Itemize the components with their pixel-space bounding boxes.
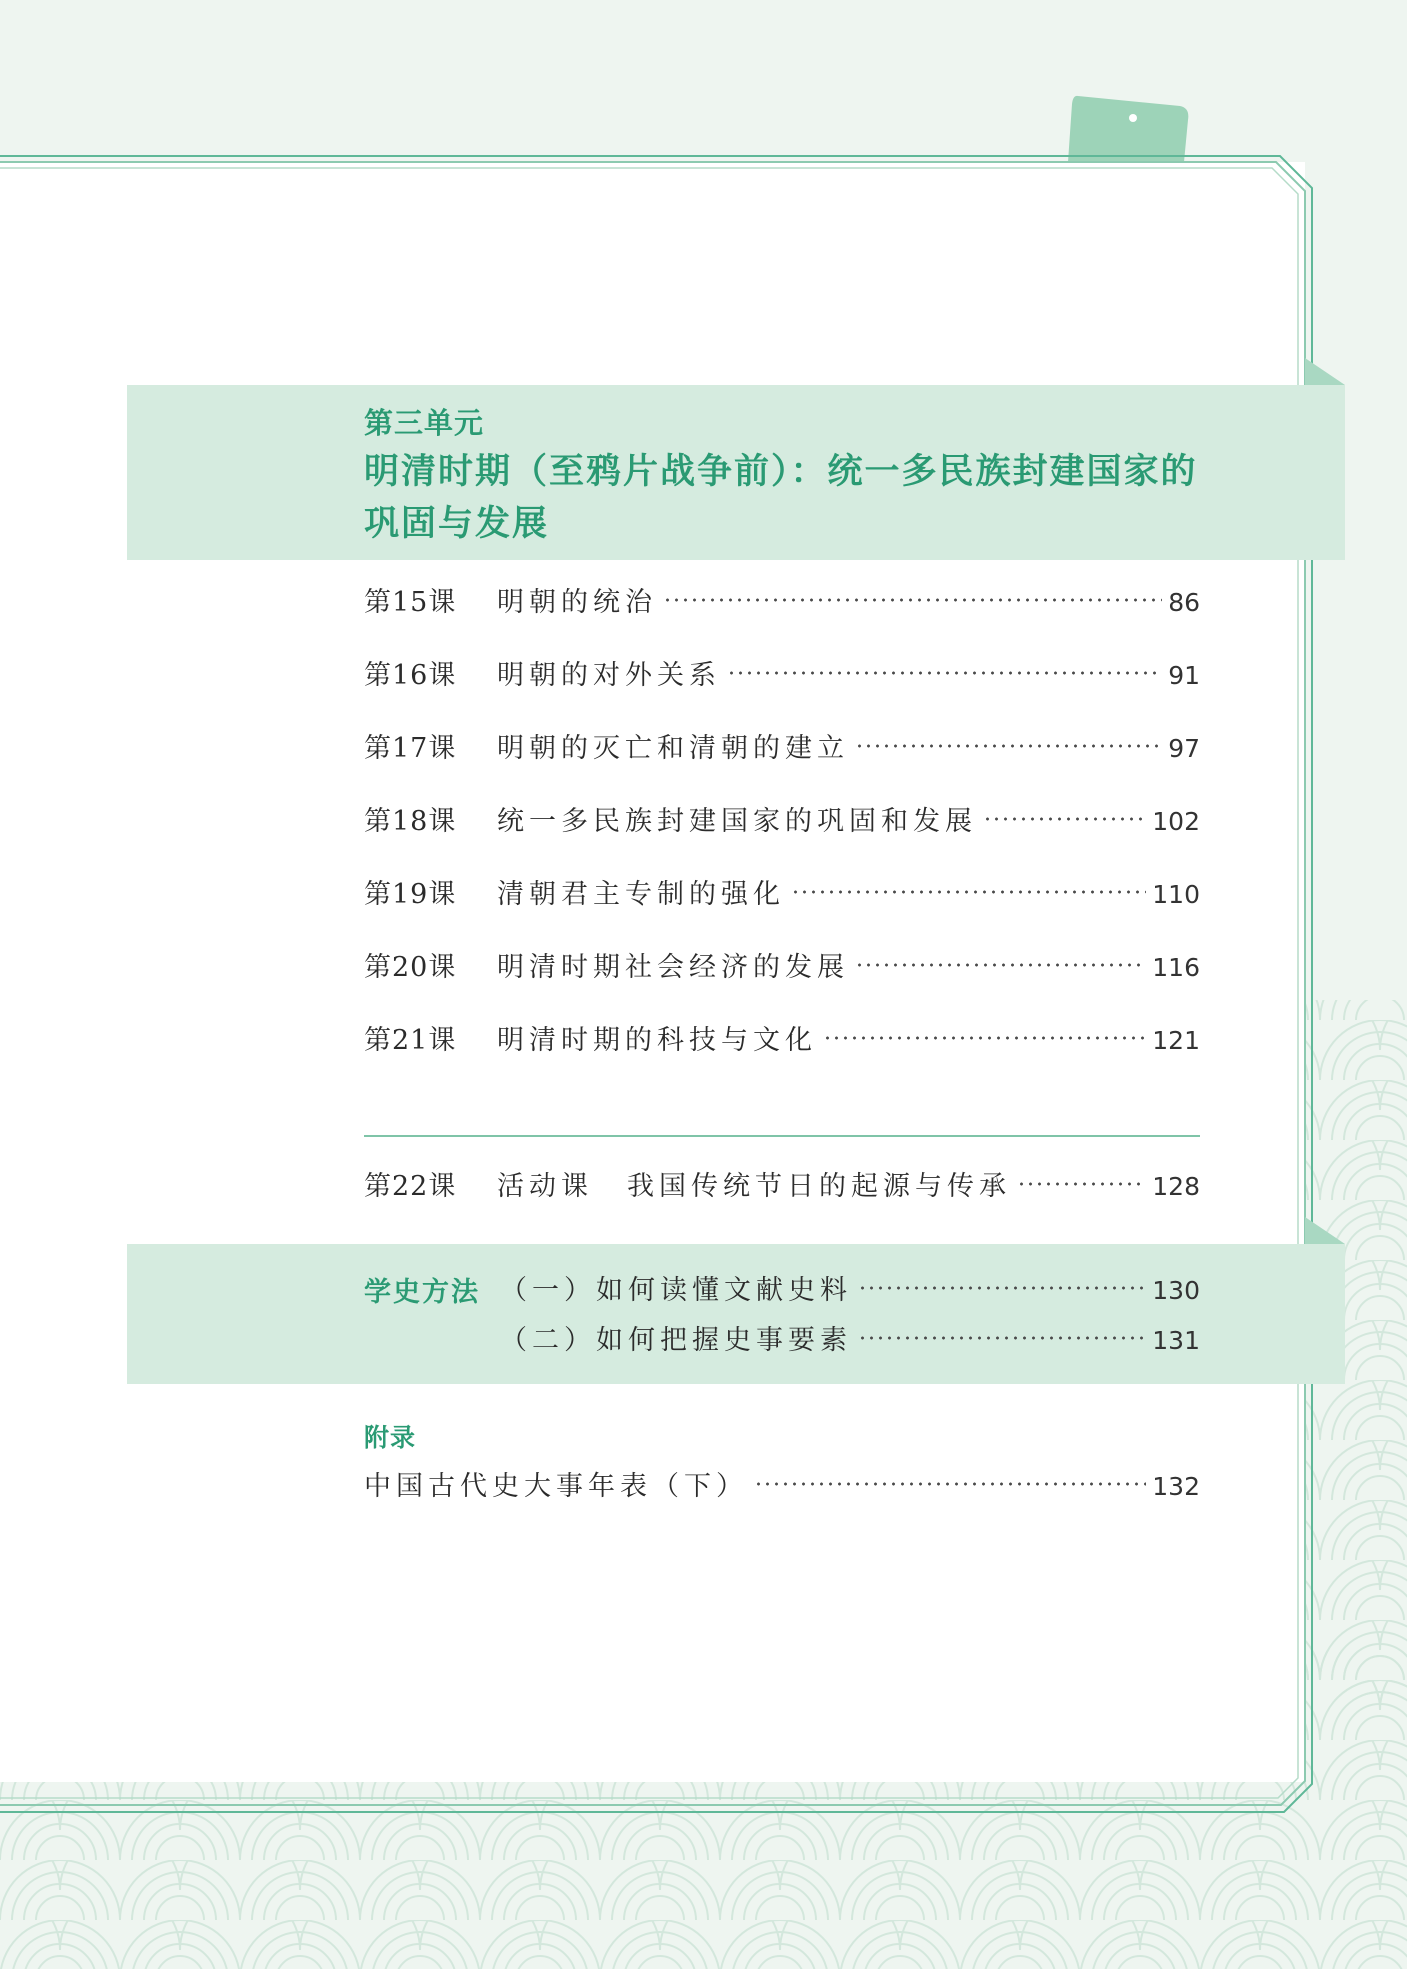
lesson-number: 第17课 xyxy=(364,733,457,764)
bookmark-tab xyxy=(1068,96,1188,162)
dot-leader xyxy=(823,1036,1146,1040)
dot-leader xyxy=(791,890,1146,894)
toc-entry-lesson-20[interactable] xyxy=(364,945,1200,985)
lesson-number: 第19课 xyxy=(364,879,457,910)
lesson-title: 明朝的对外关系 xyxy=(497,660,721,691)
lesson-number: 第16课 xyxy=(364,660,457,691)
page-number: 86 xyxy=(1168,588,1200,617)
toc-entry-lesson-18[interactable] xyxy=(364,799,1200,839)
method-title: （二）如何把握史事要素 xyxy=(500,1325,852,1356)
dot-leader xyxy=(663,598,1162,602)
appendix-label: 附录 xyxy=(364,1423,417,1452)
lesson-title: 清朝君主专制的强化 xyxy=(497,879,785,910)
dot-leader xyxy=(727,671,1162,675)
dot-leader xyxy=(855,963,1146,967)
toc-entry-appendix[interactable] xyxy=(364,1464,1200,1504)
lesson-number: 第15课 xyxy=(364,587,457,618)
methods-banner xyxy=(127,1244,1345,1384)
toc-entry-lesson-17[interactable] xyxy=(364,726,1200,766)
method-banner-corner xyxy=(1305,1217,1345,1244)
page-number: 131 xyxy=(1152,1326,1200,1355)
page-number: 97 xyxy=(1168,734,1200,763)
lesson-title: 统一多民族封建国家的巩固和发展 xyxy=(497,806,977,837)
toc-entry-lesson-16[interactable] xyxy=(364,653,1200,693)
toc-entry-method-2[interactable] xyxy=(500,1318,1200,1358)
unit-title: 明清时期（至鸦片战争前）：统一多民族封建国家的巩固与发展 xyxy=(364,451,1198,544)
method-title: （一）如何读懂文献史料 xyxy=(500,1275,852,1306)
page-number: 91 xyxy=(1168,661,1200,690)
lesson-title: 明朝的灭亡和清朝的建立 xyxy=(497,733,849,764)
page-number: 132 xyxy=(1152,1472,1200,1501)
lesson-title: 明清时期社会经济的发展 xyxy=(497,952,849,983)
dot-leader xyxy=(855,744,1162,748)
section-divider xyxy=(364,1135,1200,1137)
toc-entry-activity-lesson[interactable] xyxy=(364,1164,1200,1204)
page-number: 128 xyxy=(1152,1172,1200,1201)
dot-leader xyxy=(1017,1182,1146,1186)
toc-entry-lesson-19[interactable] xyxy=(364,872,1200,912)
page-number: 102 xyxy=(1152,807,1200,836)
methods-label: 学史方法 xyxy=(364,1277,480,1308)
lesson-title: 明清时期的科技与文化 xyxy=(497,1025,817,1056)
lesson-number: 第21课 xyxy=(364,1025,457,1056)
page-number: 110 xyxy=(1152,880,1200,909)
toc-entry-method-1[interactable] xyxy=(500,1268,1200,1308)
lesson-title: 明朝的统治 xyxy=(497,587,657,618)
page-number: 116 xyxy=(1152,953,1200,982)
toc-entry-lesson-21[interactable] xyxy=(364,1018,1200,1058)
bookmark-hole xyxy=(1129,114,1137,122)
appendix-title: 中国古代史大事年表（下） xyxy=(364,1471,748,1502)
page-number: 121 xyxy=(1152,1026,1200,1055)
dot-leader xyxy=(858,1336,1146,1340)
dot-leader xyxy=(983,817,1146,821)
lesson-number: 第18课 xyxy=(364,806,457,837)
dot-leader xyxy=(754,1482,1146,1486)
dot-leader xyxy=(858,1286,1146,1290)
page-number: 130 xyxy=(1152,1276,1200,1305)
activity-title: 我国传统节日的起源与传承 xyxy=(627,1171,1011,1202)
unit-label: 第三单元 xyxy=(364,406,485,440)
lesson-number: 第22课 xyxy=(364,1171,457,1202)
activity-kind: 活动课 xyxy=(497,1171,593,1202)
toc-entry-lesson-15[interactable] xyxy=(364,580,1200,620)
lesson-number: 第20课 xyxy=(364,952,457,983)
